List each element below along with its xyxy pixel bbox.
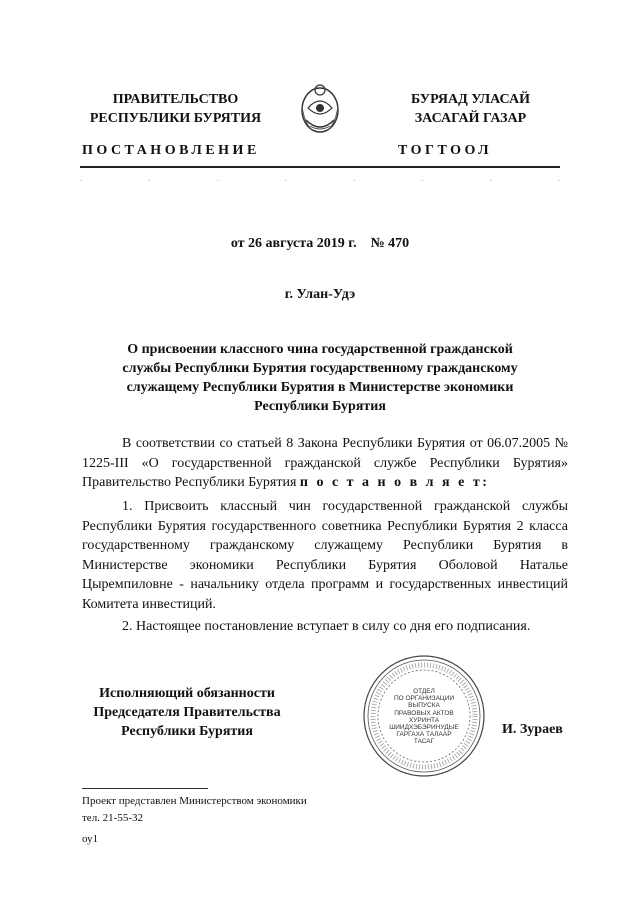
signatory-line-3: Республики Бурятия — [121, 724, 253, 739]
stamp-line-6: ШИИДХЭБЭРИНУДЫЕ — [389, 724, 459, 732]
title-line-2: службы Республики Бурятия государственному гражданскому — [122, 361, 518, 376]
signatory-title — [82, 684, 292, 741]
header-right-line2: ЗАСАГАЙ ГАЗАР — [414, 111, 527, 126]
header-left-org — [88, 90, 263, 128]
stamp-line-1: ОТДЕЛ — [413, 688, 435, 695]
stamp-line-4: ПРАВОВЫХ АКТОВ — [394, 709, 454, 717]
stamp-line-8: ТАСАГ — [413, 738, 435, 746]
header-right-org — [388, 90, 553, 128]
stamp-line-2: ПО ОРГАНИЗАЦИИ — [393, 695, 455, 703]
stamp-text — [380, 688, 468, 746]
header-dotted-line: . . . . . . . . — [80, 174, 560, 183]
header-divider — [80, 166, 560, 168]
preamble-text: В соответствии со статьей 8 Закона Республики Бурятия от 06.07.2005 № 1225-III «О государственной гражданской службе Республики Бурятия» Правительство Республики Бурятия — [82, 436, 568, 490]
header-left-line2: РЕСПУБЛИКИ БУРЯТИЯ — [89, 111, 262, 126]
stamp-line-7: ГАРГАХА ТАЛААР — [396, 731, 452, 739]
footer-line-1: Проект представлен Министерством экономики — [82, 795, 307, 807]
title-line-1: О присвоении классного чина государственной гражданской — [127, 342, 513, 357]
header-left-line1: ПРАВИТЕЛЬСТВО — [112, 92, 239, 107]
stamp-line-5: ХУРИНТА — [408, 716, 440, 724]
signatory-line-1: Исполняющий обязанности — [99, 686, 275, 701]
title-line-3: служащему Республики Бурятия в Министерстве экономики — [126, 380, 514, 395]
title-line-4: Республики Бурятия — [254, 399, 386, 414]
city: г. Улан-Удэ — [284, 287, 356, 302]
signatory-line-2: Председателя Правительства — [93, 705, 281, 720]
signatory-name: И. Зураев — [502, 722, 563, 737]
coat-of-arms-emblem — [298, 80, 342, 138]
header-right-line1: БУРЯАД УЛАСАЙ — [411, 92, 530, 107]
footer-line-3: оу1 — [82, 833, 99, 845]
preamble-keyword: п о с т а н о в л я е т: — [299, 475, 490, 490]
clause-1: 1. Присвоить классный чин государственной гражданской службы Республики Бурятия государственного советника Республики Бурятия 2 класса государственному гражданскому служащему Республики Бурятия в Министерстве экономики Республики Бурятия Оболовой Наталье Цыремпиловне - начальнику отдела программ и государственных инвестиций Комитета инвестиций. — [82, 499, 568, 612]
footer-line-2: тел. 21-55-32 — [82, 812, 144, 824]
clause-2: 2. Настоящее постановление вступает в силу со дня его подписания. — [122, 619, 531, 634]
document-title — [80, 340, 560, 416]
doc-type-left: ПОСТАНОВЛЕНИЕ — [82, 143, 260, 158]
footer-note — [82, 793, 402, 848]
preamble-paragraph — [82, 434, 568, 493]
footer-divider — [82, 788, 208, 789]
doc-type-right: ТОГТООЛ — [398, 143, 493, 158]
date-and-number: от 26 августа 2019 г. № 470 — [230, 236, 410, 251]
stamp-line-3: ВЫПУСКА — [408, 702, 440, 710]
official-stamp — [362, 654, 486, 778]
